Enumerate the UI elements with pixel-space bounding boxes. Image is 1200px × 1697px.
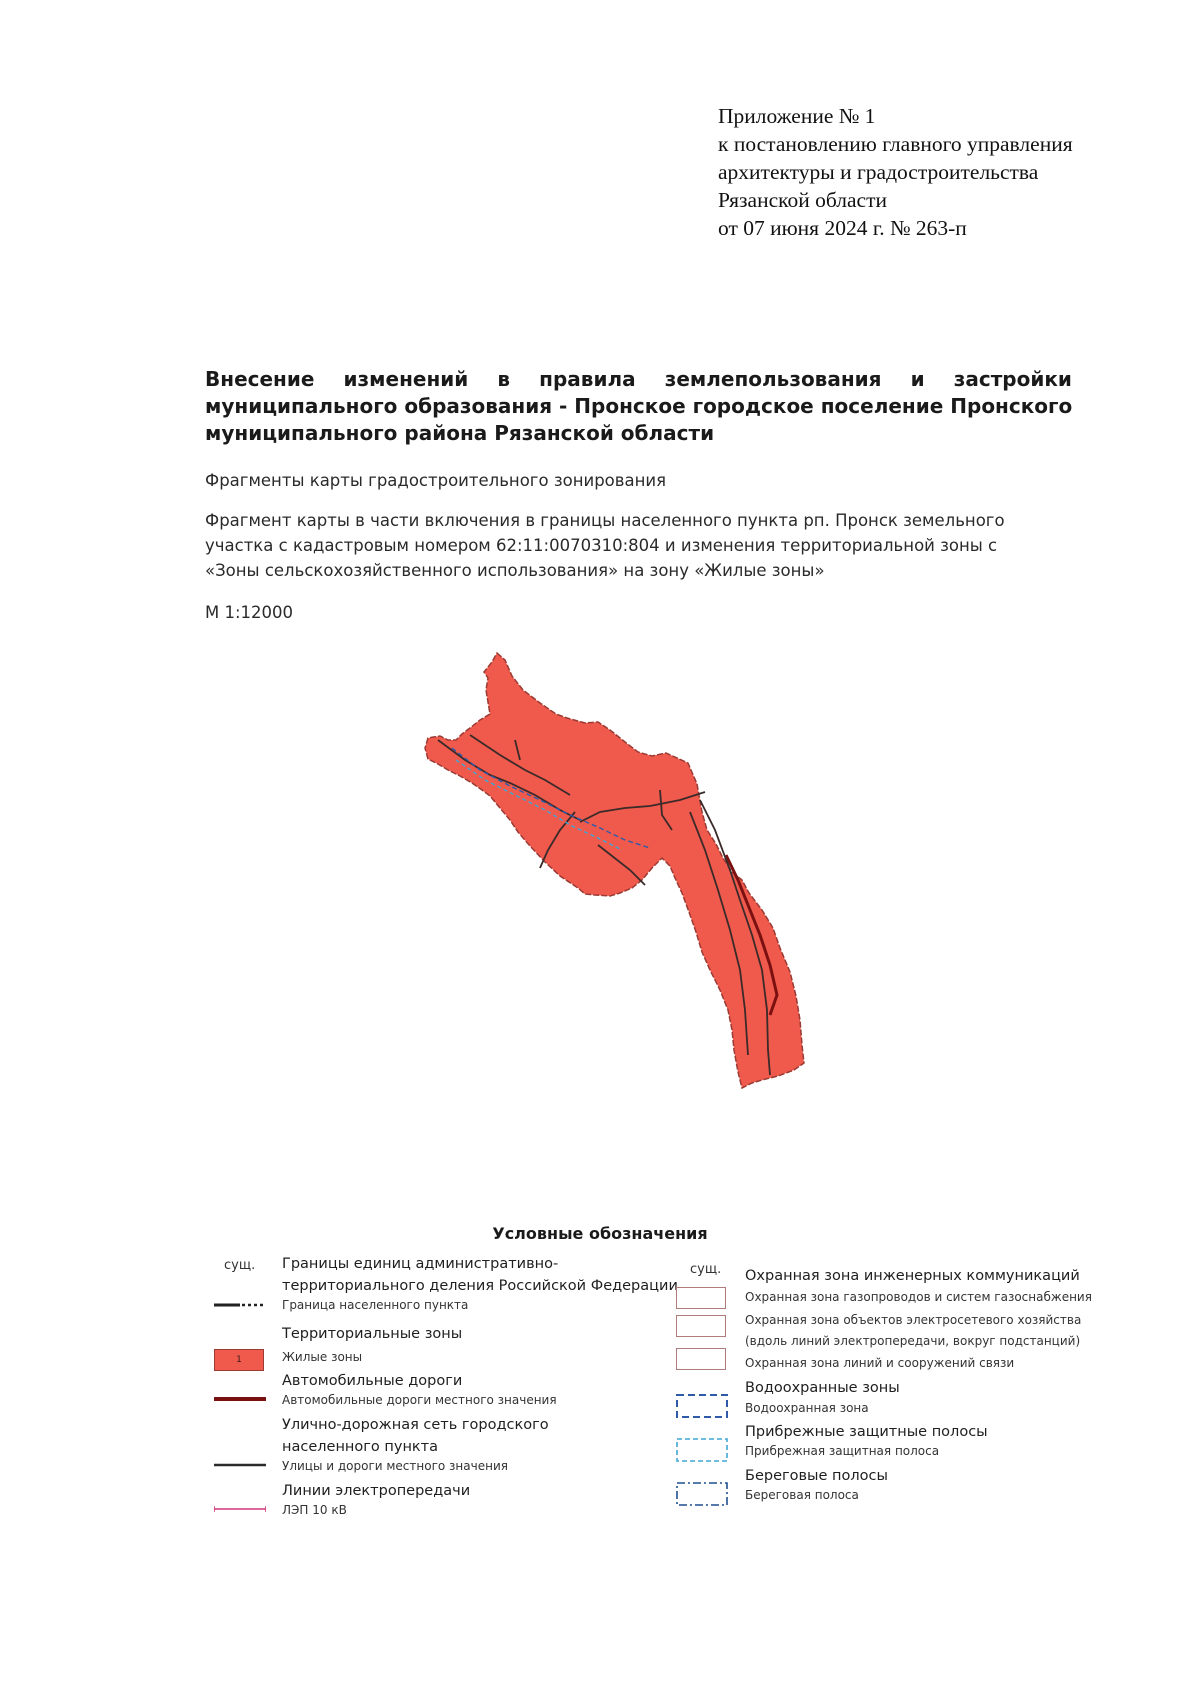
title-word: Внесение	[205, 367, 315, 391]
annex-line: от 07 июня 2024 г. № 263-п	[718, 216, 967, 240]
power-line-symbol	[214, 1505, 266, 1513]
legend-heading: Прибрежные защитные полосы	[745, 1424, 988, 1440]
legend-item: Автомобильные дороги местного значения	[282, 1393, 557, 1407]
power-protection-zone-swatch	[676, 1315, 726, 1337]
gas-protection-zone-swatch	[676, 1287, 726, 1309]
legend-item: Охранная зона газопроводов и систем газоснабжения	[745, 1290, 1092, 1304]
legend-heading: населенного пункта	[282, 1439, 439, 1455]
legend-heading: Территориальные зоны	[282, 1326, 463, 1342]
title-word: в	[497, 367, 511, 391]
legend-heading: Автомобильные дороги	[282, 1373, 463, 1389]
annex-line: Приложение № 1	[718, 104, 876, 128]
legend-heading: Границы единиц административно-	[282, 1256, 559, 1272]
scale-label: М 1:12000	[205, 603, 294, 622]
title-word: и	[910, 367, 925, 391]
legend-heading: Охранная зона инженерных коммуникаций	[745, 1268, 1080, 1284]
legend-item: ЛЭП 10 кВ	[282, 1503, 347, 1517]
residential-zone-swatch: 1	[214, 1349, 264, 1371]
legend-heading: Водоохранные зоны	[745, 1380, 900, 1396]
legend-heading: территориального деления Российской Федерации	[282, 1278, 678, 1294]
annex-line: к постановлению главного управления	[718, 132, 1073, 156]
title-word: застройки	[953, 367, 1072, 391]
legend-item: Улицы и дороги местного значения	[282, 1459, 508, 1473]
title-word: землепользования	[664, 367, 882, 391]
legend-code: сущ.	[224, 1258, 256, 1273]
annex-line: Рязанской области	[718, 188, 887, 212]
water-protection-zone-symbol	[676, 1394, 728, 1418]
legend-item: (вдоль линий электропередачи, вокруг подстанций)	[745, 1334, 1081, 1348]
street-symbol	[214, 1461, 266, 1469]
legend-heading: Береговые полосы	[745, 1468, 888, 1484]
legend-item: Жилые зоны	[282, 1350, 363, 1364]
description-line: «Зоны сельскохозяйственного использования» на зону «Жилые зоны»	[205, 561, 825, 580]
annex-block	[718, 102, 1178, 242]
coastal-strip-symbol	[676, 1438, 728, 1462]
document-title	[205, 366, 1072, 447]
legend-item: Охранная зона объектов электросетевого хозяйства	[745, 1313, 1082, 1327]
shore-strip-symbol	[676, 1482, 728, 1506]
legend-item: Прибрежная защитная полоса	[745, 1444, 940, 1458]
description-line: участка с кадастровым номером 62:11:0070310:804 и изменения территориальной зоны с	[205, 536, 998, 555]
annex-line: архитектуры и градостроительства	[718, 160, 1039, 184]
legend-item: Водоохранная зона	[745, 1401, 869, 1415]
description-line: Фрагмент карты в части включения в границы населенного пункта рп. Пронск земельного	[205, 511, 1005, 530]
zoning-map	[410, 650, 840, 1150]
title-word: правила	[539, 367, 636, 391]
legend-heading: Улично-дорожная сеть городского	[282, 1417, 549, 1433]
legend-heading: Линии электропередачи	[282, 1483, 471, 1499]
title-line-2: муниципального образования - Пронское городское поселение Пронского	[205, 394, 1073, 418]
legend-item: Охранная зона линий и сооружений связи	[745, 1356, 1015, 1370]
title-line-3: муниципального района Рязанской области	[205, 421, 715, 445]
legend-code: сущ.	[690, 1262, 722, 1277]
communication-protection-zone-swatch	[676, 1348, 726, 1370]
settlement-boundary-symbol	[214, 1300, 266, 1310]
title-line-1	[205, 366, 1072, 393]
legend-item: Береговая полоса	[745, 1488, 859, 1502]
local-road-symbol	[214, 1395, 266, 1403]
subtitle: Фрагменты карты градостроительного зонирования	[205, 471, 667, 490]
title-word: изменений	[343, 367, 469, 391]
legend-item: Граница населенного пункта	[282, 1298, 469, 1312]
legend-title: Условные обозначения	[492, 1224, 708, 1243]
residential-zone-area	[425, 653, 804, 1088]
